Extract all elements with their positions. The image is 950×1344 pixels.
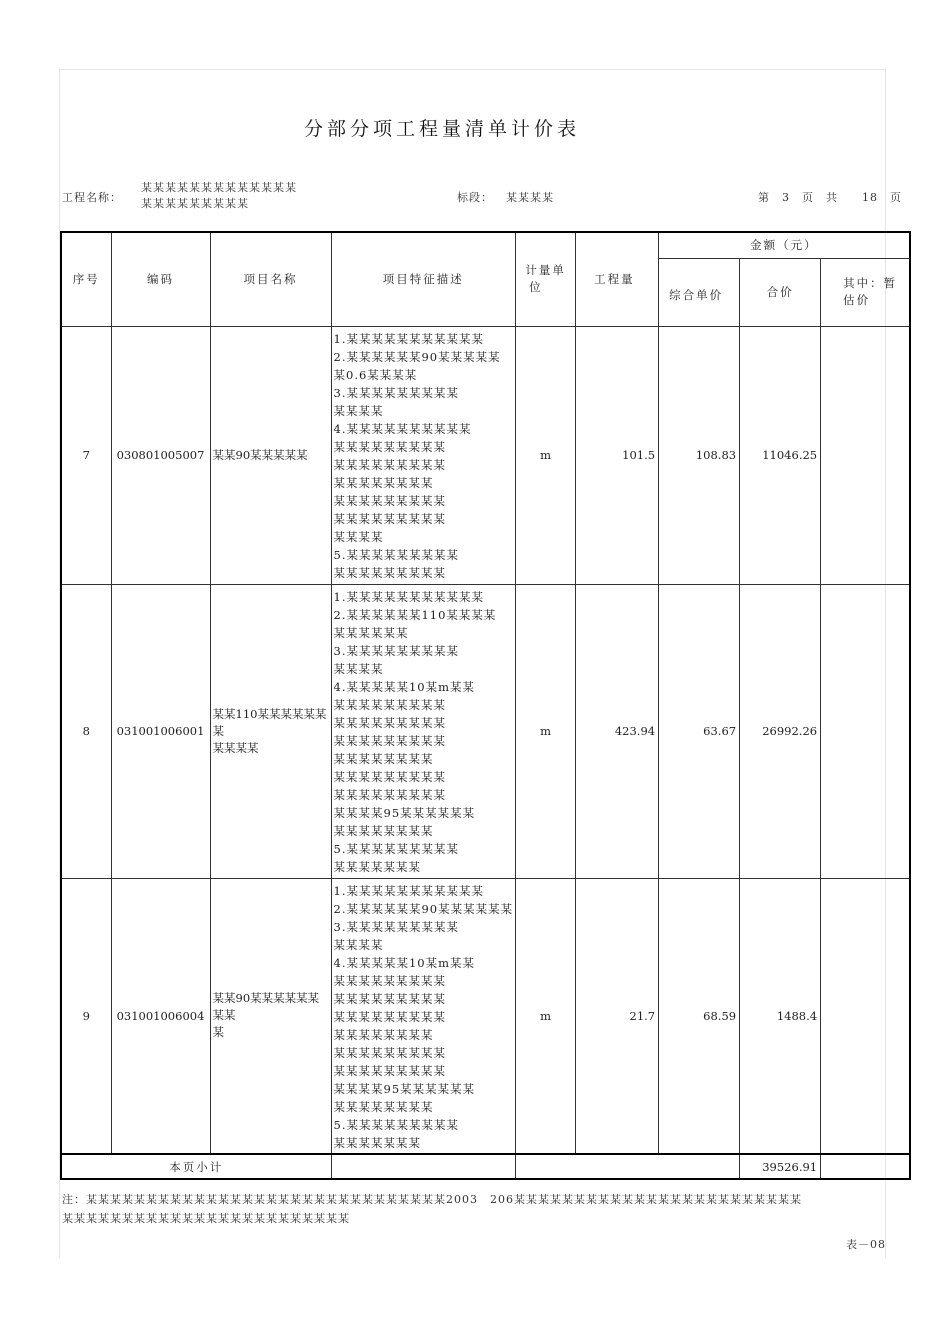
desc-line: 1.某某某某某某某某某某某: [333, 589, 484, 604]
desc-line: 1.某某某某某某某某某某某: [333, 883, 484, 898]
col-qty-header: 工程量: [576, 232, 659, 326]
desc-line: 某某某某某某某: [333, 1135, 421, 1150]
desc-line: 某某某某: [333, 529, 384, 544]
desc-line: 某某某某某某某某某: [333, 769, 446, 784]
project-name: 某某某某某某某某某某某某某某某某某某某某某某: [141, 181, 297, 210]
row-seq: 9: [61, 878, 111, 1154]
desc-line: 某某某某某某某某某: [333, 991, 446, 1006]
desc-line: 某某某某: [333, 937, 384, 952]
subtotal-label: 本页小计: [61, 1154, 331, 1179]
col-est-header-line2: 估价: [843, 293, 871, 307]
row-unit-price: 108.83: [659, 326, 740, 584]
table-row: [61, 326, 910, 584]
footnote-line-1: 注：某某某某某某某某某某某某某某某某某某某某某某某某某某某某某某2003 206某某某某某某某某某某某某某某某某某某某某某某某某: [62, 1193, 802, 1206]
row-qty: 21.7: [576, 878, 659, 1154]
row-unit-price: 68.59: [659, 878, 740, 1154]
row-unit: m: [516, 584, 576, 878]
row-unit: m: [516, 326, 576, 584]
desc-line: 某某某某某某某某某: [333, 1063, 446, 1078]
row-total: 11046.25: [740, 326, 821, 584]
row-name-line: 某: [212, 1025, 224, 1040]
desc-line: 5.某某某某某某某某某: [333, 1117, 459, 1132]
row-code: 031001006004: [111, 878, 210, 1154]
table-row: [61, 584, 910, 878]
header-row-1: [61, 232, 910, 258]
row-desc: [331, 584, 516, 878]
desc-line: 某某某某某某某某: [333, 475, 434, 490]
desc-line: 某某某某95某某某某某某: [333, 805, 476, 820]
table-row: [61, 878, 910, 1154]
row-est: [821, 584, 910, 878]
project-label: 工程名称：: [62, 191, 122, 204]
desc-line: 某某某某某某某某某: [333, 787, 446, 802]
row-unit-price: 63.67: [659, 584, 740, 878]
col-name-header: 项目名称: [210, 232, 331, 326]
desc-line: 某某某某某某某某某: [333, 697, 446, 712]
desc-line: 某某某某某某: [333, 625, 409, 640]
desc-line: 某某某某某某某某某: [333, 1045, 446, 1060]
desc-line: 某某某某: [333, 661, 384, 676]
desc-line: 4.某某某某某某某某某某: [333, 421, 472, 436]
section-value: 某某某某: [506, 191, 554, 204]
subtotal-blank-mid: [516, 1154, 740, 1179]
row-name: [210, 878, 331, 1154]
row-total: 1488.4: [740, 878, 821, 1154]
row-name-line: 某某90某某某某某: [212, 447, 308, 462]
row-qty: 423.94: [576, 584, 659, 878]
row-unit: m: [516, 878, 576, 1154]
desc-line: 某某某某某某某某: [333, 1099, 434, 1114]
desc-line: 某某某某某某某某某: [333, 439, 446, 454]
subtotal-total: 39526.91: [740, 1154, 821, 1179]
col-code-header: 编码: [111, 232, 210, 326]
desc-line: 某某某某某某某某: [333, 823, 434, 838]
bill-table: [60, 231, 911, 1180]
row-name: [210, 326, 331, 584]
desc-line: 1.某某某某某某某某某某某: [333, 331, 484, 346]
page-title: 分部分项工程量清单计价表: [304, 118, 581, 140]
desc-line: 3.某某某某某某某某某: [333, 919, 459, 934]
desc-line: 某某某某某某某某某: [333, 511, 446, 526]
row-name-line: 某某90某某某某某某某某: [212, 991, 320, 1023]
desc-line: 某某某某某某某某某: [333, 715, 446, 730]
form-number: 表－08: [846, 1238, 886, 1251]
subtotal-row: [61, 1154, 910, 1179]
row-code: 031001006001: [111, 584, 210, 878]
desc-line: 某某某某某某某某: [333, 1027, 434, 1042]
col-amount-group-header: 金额（元）: [659, 232, 910, 258]
col-est-header-line1: 其中：暂: [843, 276, 898, 290]
col-unit-header-line1: 计量单: [525, 263, 566, 278]
desc-line: 某某某某某某某某某: [333, 457, 446, 472]
row-total: 26992.26: [740, 584, 821, 878]
desc-line: 某某某某: [333, 403, 384, 418]
page-info: 第 3 页 共 18 页: [758, 191, 902, 204]
col-est-header: [821, 258, 910, 326]
row-desc: [331, 878, 516, 1154]
desc-line: 某某某某某某某某: [333, 751, 434, 766]
desc-line: 某某某某某某某: [333, 859, 421, 874]
subtotal-blank-desc: [331, 1154, 516, 1179]
col-unit-header: [516, 232, 576, 326]
desc-line: 某某某某某某某某某: [333, 493, 446, 508]
row-seq: 8: [61, 584, 111, 878]
row-name-line: 某某某某: [212, 740, 259, 755]
desc-line: 某某某某某某某某某: [333, 565, 446, 580]
desc-line: 4.某某某某某10某m某某: [333, 955, 476, 970]
desc-line: 2.某某某某某某110某某某某: [333, 607, 497, 622]
col-unit-header-line2: 位: [529, 280, 543, 295]
desc-line: 5.某某某某某某某某某: [333, 841, 459, 856]
desc-line: 5.某某某某某某某某某: [333, 547, 459, 562]
col-desc-header: 项目特征描述: [331, 232, 516, 326]
row-name: [210, 584, 331, 878]
subtotal-est: [821, 1154, 910, 1179]
col-total-header: 合价: [740, 258, 821, 326]
desc-line: 3.某某某某某某某某某: [333, 643, 459, 658]
desc-line: 某0.6某某某某: [333, 367, 418, 382]
desc-line: 某某某某某某某某某: [333, 1009, 446, 1024]
footnote-line-2: 某某某某某某某某某某某某某某某某某某某某某某某某: [62, 1212, 350, 1225]
col-unit-price-header: 综合单价: [659, 258, 740, 326]
row-seq: 7: [61, 326, 111, 584]
row-est: [821, 878, 910, 1154]
section-label: 标段：: [457, 191, 493, 204]
col-seq-header: 序号: [61, 232, 111, 326]
desc-line: 4.某某某某某10某m某某: [333, 679, 476, 694]
desc-line: 2.某某某某某某90某某某某某: [333, 349, 501, 364]
desc-line: 某某某某95某某某某某某: [333, 1081, 476, 1096]
row-qty: 101.5: [576, 326, 659, 584]
desc-line: 某某某某某某某某某: [333, 733, 446, 748]
row-name-line: 某某110某某某某某某某: [212, 706, 327, 738]
row-est: [821, 326, 910, 584]
desc-line: 某某某某某某某某某: [333, 973, 446, 988]
row-desc: [331, 326, 516, 584]
row-code: 030801005007: [111, 326, 210, 584]
desc-line: 3.某某某某某某某某某: [333, 385, 459, 400]
desc-line: 2.某某某某某某90某某某某某某: [333, 901, 514, 916]
